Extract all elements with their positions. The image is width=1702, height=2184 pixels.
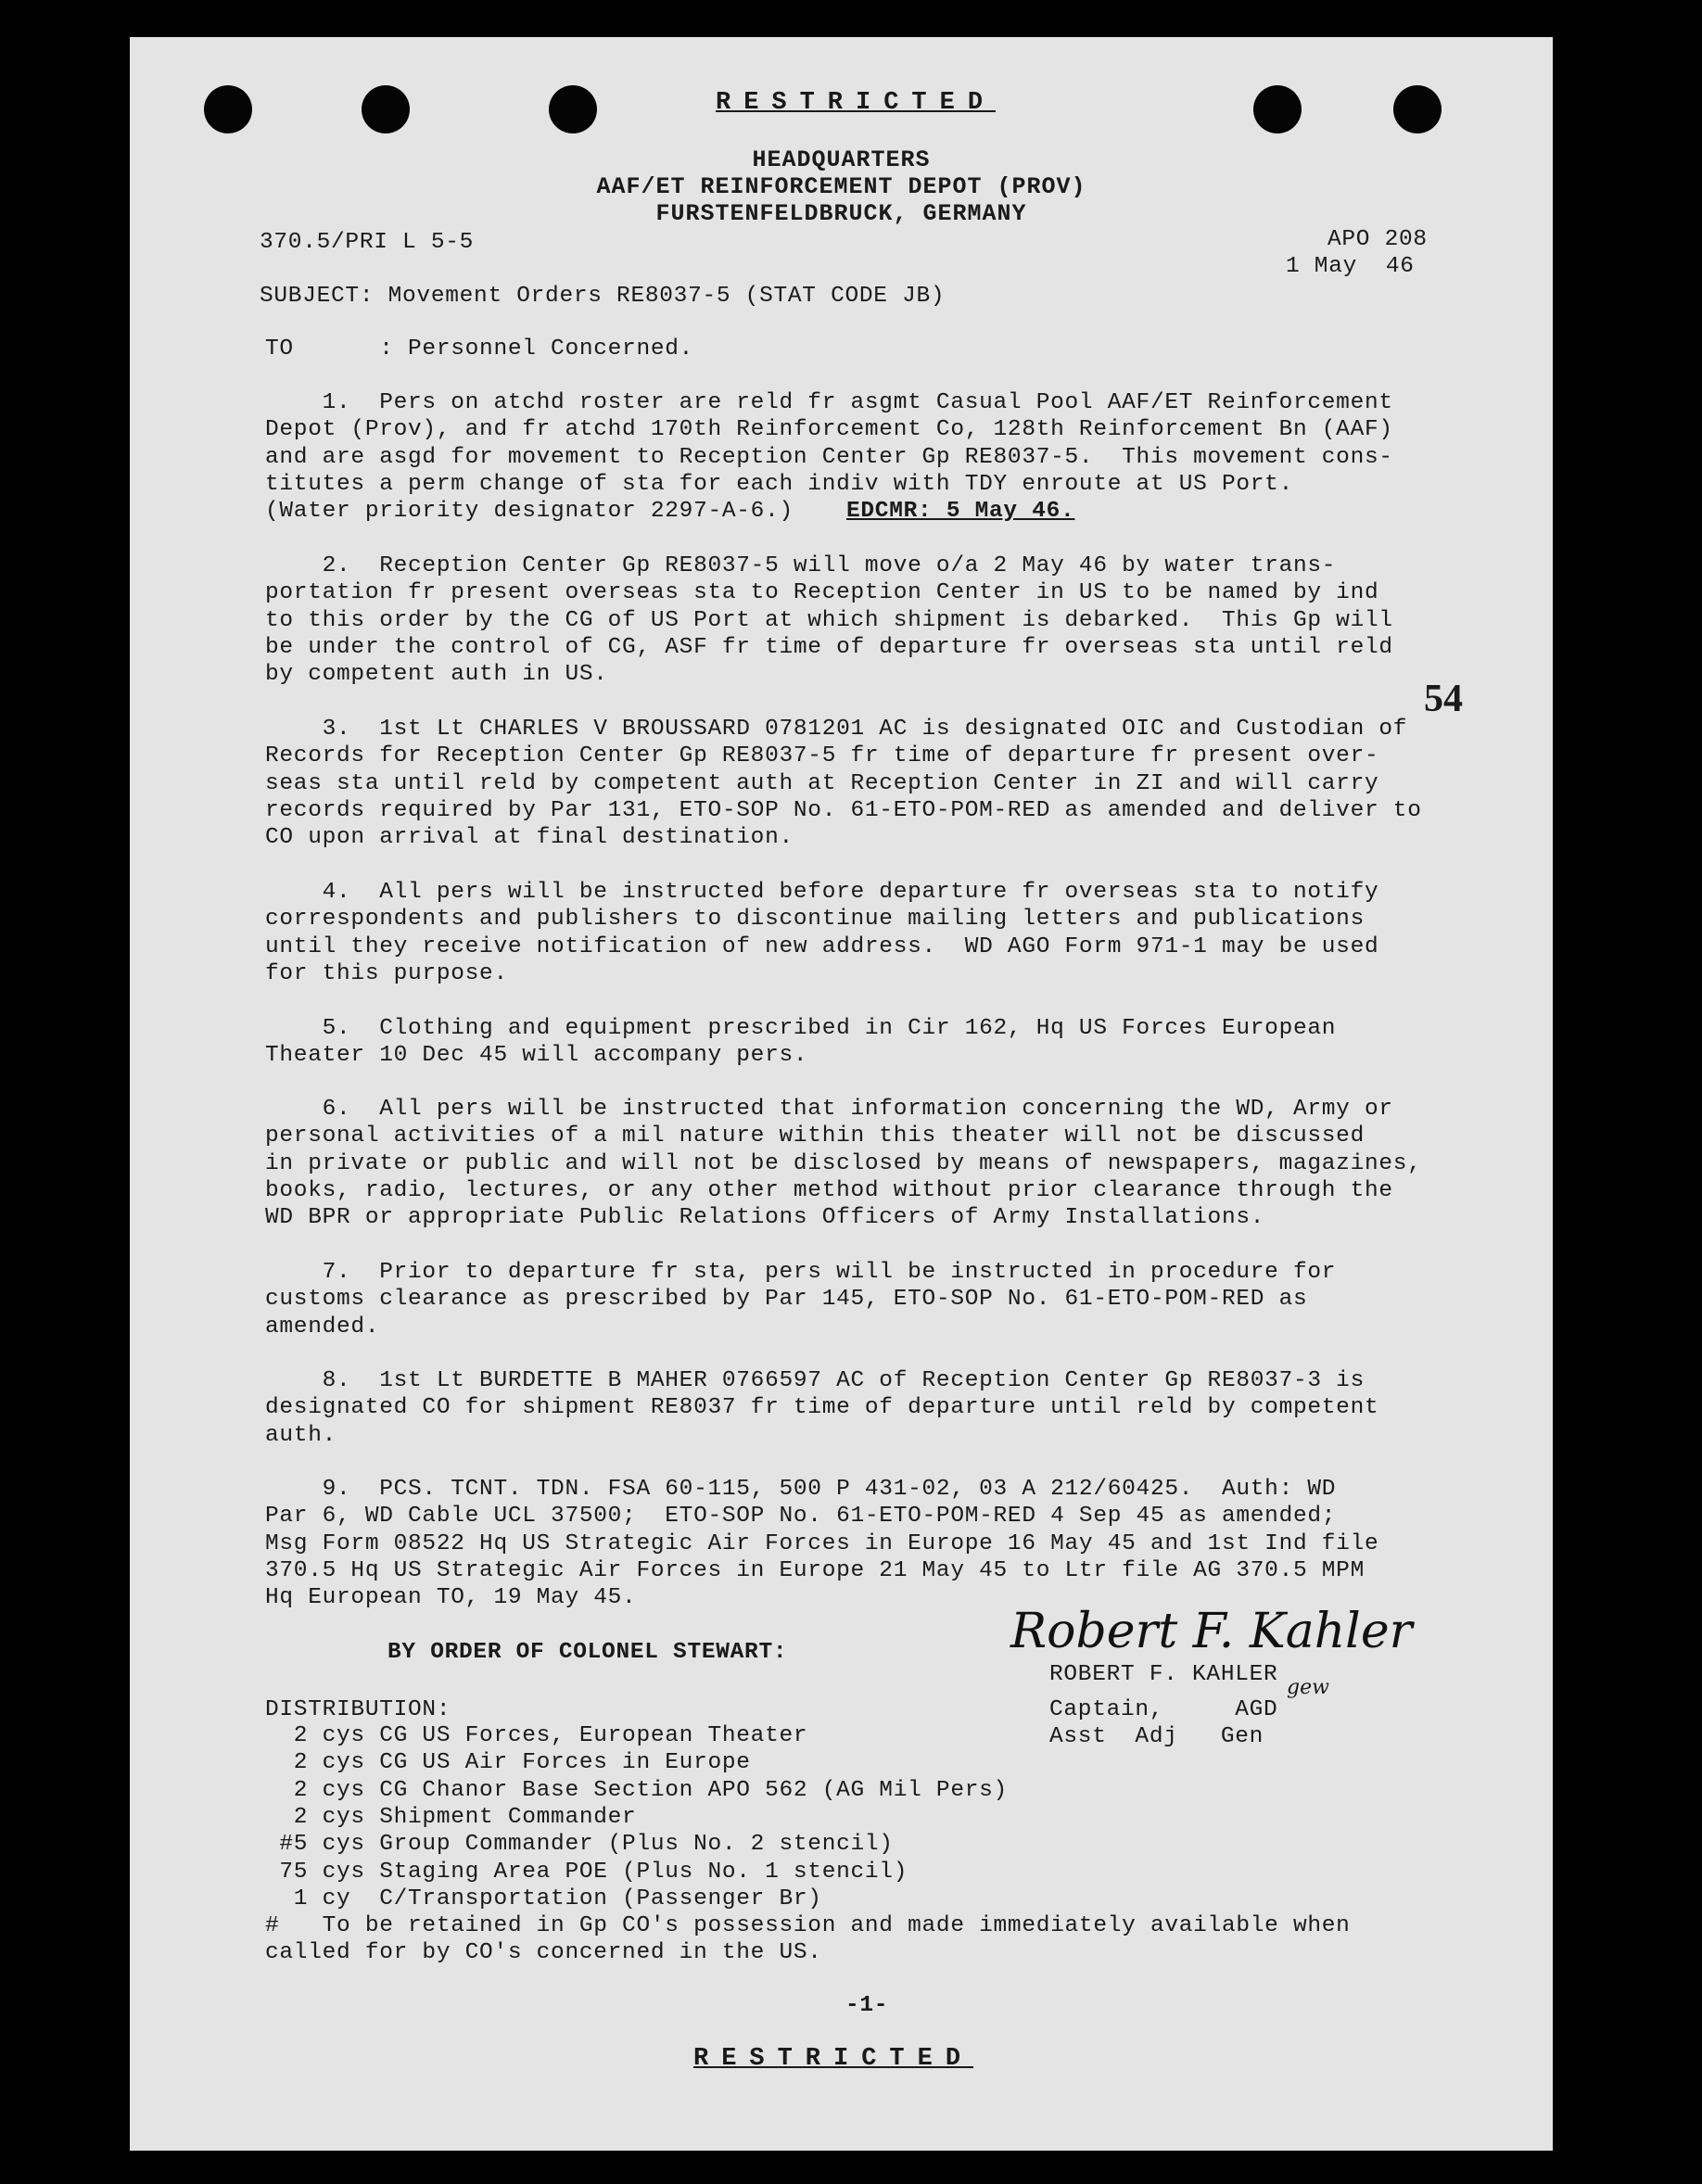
unit-location: FURSTENFELDBRUCK, GERMANY — [655, 200, 1027, 227]
distribution-line: 2 cys CG US Air Forces in Europe — [265, 1750, 751, 1776]
page-number: -1- — [845, 1993, 889, 2018]
distribution-line: 75 cys Staging Area POE (Plus No. 1 stencil) — [265, 1859, 908, 1885]
punch-hole — [1253, 85, 1302, 133]
unit-name: AAF/ET REINFORCEMENT DEPOT (PROV) — [596, 173, 1086, 200]
margin-number: 54 — [1424, 678, 1463, 720]
signer-initials: gew — [1287, 1676, 1329, 1699]
paragraph-8: 8. 1st Lt BURDETTE B MAHER 0766597 AC of Reception Center Gp RE8037-3 is designated CO for shipment RE8037 fr time of departure until reld by competent auth. — [265, 1368, 1379, 1448]
distribution-line: 2 cys Shipment Commander — [265, 1804, 637, 1830]
paragraph-9: 9. PCS. TCNT. TDN. FSA 60-115, 500 P 431-02, 03 A 212/60425. Auth: WD Par 6, WD Cable UCL 37500; ETO-SOP No. 61-ETO-POM-RED 4 Sep 45 as amended; Msg Form 08522 Hq US Strategic Air Forces in Europe 16 May 45 and 1st Ind file 370.5 Hq US Strategic Air Forces in Europe 21 May 45 to Ltr file AG 370.5 MPM Hq European TO, 19 May 45. — [265, 1477, 1379, 1611]
distribution-line: # To be retained in Gp CO's possession and made immediately available when — [265, 1913, 1351, 1939]
distribution-line: #5 cys Group Commander (Plus No. 2 stencil) — [265, 1832, 894, 1858]
distribution-line: 1 cy C/Transportation (Passenger Br) — [265, 1886, 822, 1911]
subject-line: SUBJECT: Movement Orders RE8037-5 (STAT CODE JB) — [260, 284, 946, 309]
signer-title: Asst Adj Gen — [1049, 1724, 1264, 1749]
punch-hole — [362, 85, 410, 133]
order-authority: BY ORDER OF COLONEL STEWART: — [387, 1640, 788, 1665]
paragraph-7: 7. Prior to departure fr sta, pers will be instructed in procedure for customs clearance as prescribed by Par 145, ETO-SOP No. 61-ETO-POM-RED as amended. — [265, 1260, 1337, 1340]
distribution-line: 2 cys CG US Forces, European Theater — [265, 1723, 808, 1748]
punch-hole — [1393, 85, 1442, 133]
signer-rank: Captain, AGD — [1049, 1697, 1278, 1722]
distribution-heading: DISTRIBUTION: — [265, 1697, 451, 1722]
edcmr-date: EDCMR: 5 May 46. — [846, 499, 1075, 524]
punch-hole — [549, 85, 597, 133]
classification-header: RESTRICTED — [716, 89, 997, 117]
distribution-line: 2 cys CG Chanor Base Section APO 562 (AG Mil Pers) — [265, 1777, 1008, 1803]
file-reference: 370.5/PRI L 5-5 — [260, 230, 475, 255]
paragraph-3: 3. 1st Lt CHARLES V BROUSSARD 0781201 AC is designated OIC and Custodian of Records for Reception Center Gp RE8037-5 fr time of departure fr present over- seas sta until reld by competent auth at Reception Center in ZI and will carry records required by Par 131, ETO-SOP No. 61-ETO-POM-RED as amended and deliver to CO upon arrival at final destination. — [265, 717, 1422, 851]
apo-number: APO 208 — [1327, 227, 1428, 252]
paragraph-6: 6. All pers will be instructed that information concerning the WD, Army or personal activities of a mil nature within this theater will not be discussed in private or public and will not be disclosed by means of newspapers, magazines, books, radio, lectures, or any other method without prior clearance through the WD BPR or appropriate Public Relations Officers of Army Installations. — [265, 1097, 1422, 1231]
handwritten-signature: Robert F. Kahler — [1010, 1604, 1413, 1659]
document-page — [130, 37, 1553, 2151]
paragraph-2: 2. Reception Center Gp RE8037-5 will move o/a 2 May 46 by water trans- portation fr present overseas sta to Reception Center in US to be named by ind to this order by the CG of US Port at which shipment is debarked. This Gp will be under the control of CG, ASF fr time of departure fr overseas sta until reld by competent auth in US. — [265, 553, 1393, 688]
headquarters-title: HEADQUARTERS — [752, 146, 931, 173]
order-date: 1 May 46 — [1286, 254, 1415, 279]
classification-footer: RESTRICTED — [693, 2045, 974, 2073]
distribution-line: called for by CO's concerned in the US. — [265, 1940, 822, 1966]
signer-name: ROBERT F. KAHLER — [1049, 1662, 1278, 1687]
paragraph-4: 4. All pers will be instructed before departure fr overseas sta to notify correspondents and publishers to discontinue mailing letters and publications until they receive notification of new address. WD AGO Form 971-1 may be used for this purpose. — [265, 880, 1379, 986]
addressee-line: TO : Personnel Concerned. — [265, 336, 694, 362]
paragraph-1: 1. Pers on atchd roster are reld fr asgmt Casual Pool AAF/ET Reinforcement Depot (Prov), and fr atchd 170th Reinforcement Co, 128th Reinforcement Bn (AAF) and are asgd for movement to Reception Center Gp RE8037-5. This movement cons- titutes a perm change of sta for each indiv with TDY enroute at US Port. (Water priority designator 2297-A-6.) — [265, 390, 1393, 525]
paragraph-5: 5. Clothing and equipment prescribed in Cir 162, Hq US Forces European Theater 10 Dec 45 will accompany pers. — [265, 1016, 1337, 1069]
punch-hole — [204, 85, 252, 133]
